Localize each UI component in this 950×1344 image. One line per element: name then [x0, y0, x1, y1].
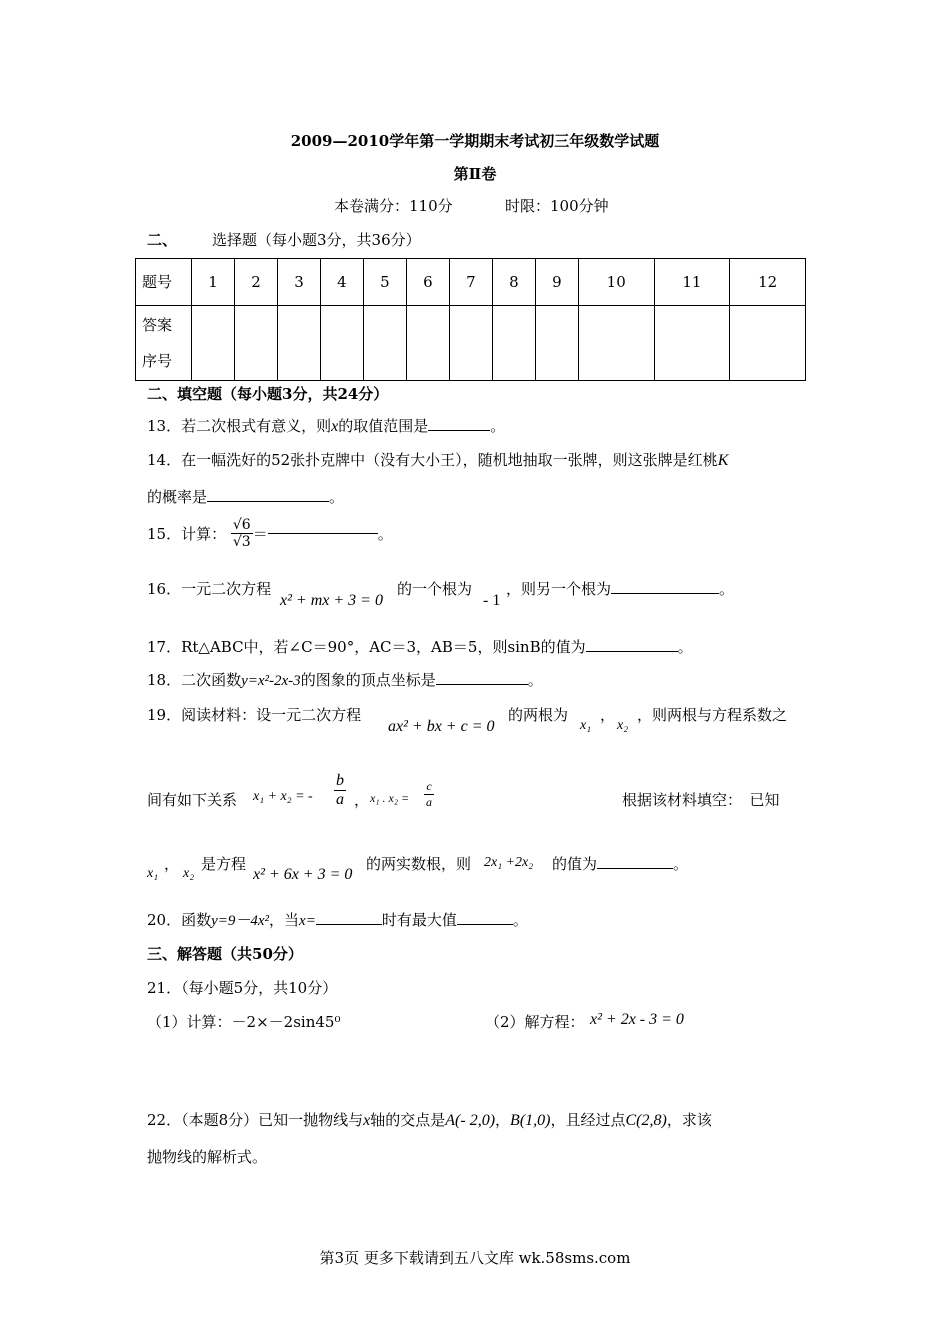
q22-point-a: A(- 2,0): [445, 1112, 496, 1129]
answer-label-a: 答案: [142, 316, 173, 334]
answer-cell[interactable]: [234, 306, 277, 381]
answer-blank[interactable]: [597, 868, 673, 869]
question-15: [147, 517, 393, 550]
answer-cell[interactable]: [277, 306, 320, 381]
score-info: 本卷满分：110分: [334, 197, 453, 215]
q16-equation: x² + mx + 3 = 0: [280, 592, 383, 609]
q19-x2-b: x₂: [183, 866, 195, 881]
q15-eq: ＝: [252, 525, 268, 543]
q13-text-b: 的取值范围是: [338, 417, 429, 435]
exam-title: 2009—2010学年第一学期期末考试初三年级数学试题: [290, 132, 660, 150]
answer-cell[interactable]: [578, 306, 654, 381]
question-20: [147, 909, 528, 930]
q18-text-b: 的图象的顶点坐标是: [300, 671, 436, 689]
answer-cell[interactable]: [320, 306, 363, 381]
q19-frac1-num: b: [336, 772, 344, 789]
q19-x2: x₂: [617, 718, 629, 733]
q22-text-a: 22．（本题8分）已知一抛物线与: [147, 1111, 364, 1129]
q18-end: 。: [527, 671, 543, 689]
answer-cell[interactable]: [492, 306, 535, 381]
answer-cell[interactable]: [535, 306, 578, 381]
q19-text-c: ，则两根与方程系数之: [637, 706, 788, 724]
question-number-cell: 9: [535, 259, 578, 306]
time-info: 时限：100分钟: [505, 197, 609, 215]
q19-line2b: 根据该材料填空： 已知: [622, 791, 780, 809]
q15-numerator: √6: [232, 517, 251, 533]
table-row: [136, 259, 806, 306]
question-number-cell: 6: [406, 259, 449, 306]
q19-text-b: 的两根为: [508, 706, 569, 724]
q14-line1: 14．在一幅洗好的52张扑克牌中（没有大小王），随机地抽取一张牌，则这张牌是红桃: [147, 451, 718, 469]
q13-text-a: 13．若二次根式有意义，则: [147, 417, 332, 435]
q21-part1: （1）计算：－2×－2sin45⁰: [147, 1013, 341, 1031]
answer-table: [135, 258, 806, 381]
section-choice-heading: 选择题（每小题3分，共36分）: [212, 231, 421, 249]
q16-text-c: ，则另一个根为: [506, 580, 612, 598]
question-number-cell: 7: [449, 259, 492, 306]
answer-blank[interactable]: [586, 651, 678, 652]
answer-blank[interactable]: [457, 924, 513, 925]
q19-x1: x₁: [580, 718, 592, 733]
q22-comma: ，: [495, 1111, 511, 1129]
q14-k: K: [717, 452, 729, 469]
q19-frac2-den: a: [426, 795, 432, 809]
q20-end: 。: [512, 911, 528, 929]
question-number-cell: 8: [492, 259, 535, 306]
q22-text-c: ，且经过点: [550, 1111, 626, 1129]
question-14-line2: [147, 486, 344, 507]
q16-text-a: 16．一元二次方程: [147, 580, 272, 598]
q21-head: 21．（每小题5分，共10分）: [147, 979, 338, 997]
q13-end: 。: [490, 417, 506, 435]
question-number-cell: 11: [654, 259, 730, 306]
q16-tail: [506, 578, 734, 599]
question-number-cell: 4: [320, 259, 363, 306]
question-13: [147, 415, 505, 436]
table-header-label: 题号: [136, 259, 192, 306]
q18-expr: y=x²-2x-3: [241, 673, 301, 689]
page-footer: 第3页 更多下载请到五八文库 wk.58sms.com: [319, 1249, 631, 1267]
q19-equation: ax² + bx + c = 0: [388, 718, 495, 735]
answer-cell[interactable]: [449, 306, 492, 381]
q22-point-c: C(2,8): [625, 1112, 667, 1129]
q19-product: x₁ . x₂ =: [370, 791, 410, 805]
question-number-cell: 10: [578, 259, 654, 306]
q16-end: 。: [719, 580, 735, 598]
q19-equation2: x² + 6x + 3 = 0: [253, 866, 353, 883]
q20-text-d: 时有最大值: [381, 911, 457, 929]
answer-cell[interactable]: [730, 306, 806, 381]
question-17: [147, 636, 693, 657]
q19-tail: [552, 853, 688, 874]
q19-end: 。: [673, 855, 689, 873]
question-14-line1: [147, 449, 728, 470]
q22-text-d: ，求该: [666, 1111, 712, 1129]
answer-cell[interactable]: [406, 306, 449, 381]
q19-comma: ，: [600, 706, 616, 724]
q19-x1-b: x₁: [147, 866, 159, 881]
table-row: [136, 306, 806, 381]
q15-denominator: √3: [232, 534, 251, 550]
q15-end: 。: [377, 525, 393, 543]
q22-x: x: [363, 1112, 371, 1129]
section-solve-heading: 三、解答题（共50分）: [147, 945, 303, 963]
answer-cell[interactable]: [654, 306, 730, 381]
q20-text-a: 20．函数: [147, 911, 212, 929]
q17-end: 。: [677, 638, 693, 656]
q19-line3a: 是方程: [201, 855, 247, 873]
answer-label-cell: [136, 306, 192, 381]
q15-fraction: [231, 517, 253, 550]
question-16: [147, 578, 271, 599]
q14-line2: 的概率是: [147, 488, 208, 506]
q19-text-a: 19．阅读材料：设一元二次方程: [147, 706, 362, 724]
answer-cell[interactable]: [363, 306, 406, 381]
answer-label-b: 序号: [142, 352, 173, 370]
q19-frac2-num: c: [424, 779, 434, 795]
q20-expr: y=9－4x²: [211, 913, 270, 929]
answer-blank[interactable]: [611, 593, 719, 594]
q22-text-b: 轴的交点是: [370, 1111, 446, 1129]
q21-part2-equation: x² + 2x - 3 = 0: [590, 1011, 684, 1028]
q19-line2a: 间有如下关系: [147, 791, 238, 809]
q16-root: - 1: [483, 592, 501, 609]
section-number: 二、: [147, 231, 178, 249]
answer-blank[interactable]: [436, 684, 528, 685]
q15-text: 15．计算：: [147, 525, 227, 543]
q19-expr: 2x₁ +2x₂: [484, 855, 534, 870]
q19-frac1-den: a: [336, 791, 344, 808]
q19-sum: x₁ + x₂ = -: [253, 789, 313, 804]
q21-part2: （2）解方程：: [485, 1013, 585, 1031]
q19-fraction-b-a: [334, 772, 346, 809]
question-number-cell: 5: [363, 259, 406, 306]
answer-blank[interactable]: [316, 924, 382, 925]
q22-line2: 抛物线的解析式。: [147, 1148, 268, 1166]
q19-fraction-c-a: [424, 779, 434, 810]
q20-var: x=: [299, 913, 316, 929]
q19-comma3: ，: [164, 855, 180, 873]
q17-text: 17．Rt△ABC中，若∠C＝90°，AC＝3，AB＝5，则sinB的值为: [147, 638, 586, 656]
question-18: [147, 669, 543, 690]
q19-line3b: 的两实数根，则: [366, 855, 472, 873]
q16-text-b: 的一个根为: [397, 580, 473, 598]
question-number-cell: 12: [730, 259, 806, 306]
question-number-cell: 1: [192, 259, 235, 306]
answer-blank[interactable]: [268, 533, 378, 534]
question-number-cell: 3: [277, 259, 320, 306]
volume-label: 第Ⅱ卷: [453, 165, 497, 183]
answer-blank[interactable]: [428, 430, 490, 431]
q18-text-a: 18．二次函数: [147, 671, 242, 689]
question-22-line1: [147, 1109, 712, 1130]
q13-var: x: [331, 418, 339, 435]
question-number-cell: 2: [234, 259, 277, 306]
q19-line3c: 的值为: [552, 855, 598, 873]
section-fill-heading: 二、填空题（每小题3分，共24分）: [147, 385, 389, 403]
q20-text-b: ，当: [269, 911, 300, 929]
q14-end: 。: [329, 488, 345, 506]
q22-point-b: B(1,0): [510, 1112, 551, 1129]
answer-blank[interactable]: [207, 501, 329, 502]
answer-cell[interactable]: [192, 306, 235, 381]
q19-comma2: ，: [354, 791, 370, 809]
